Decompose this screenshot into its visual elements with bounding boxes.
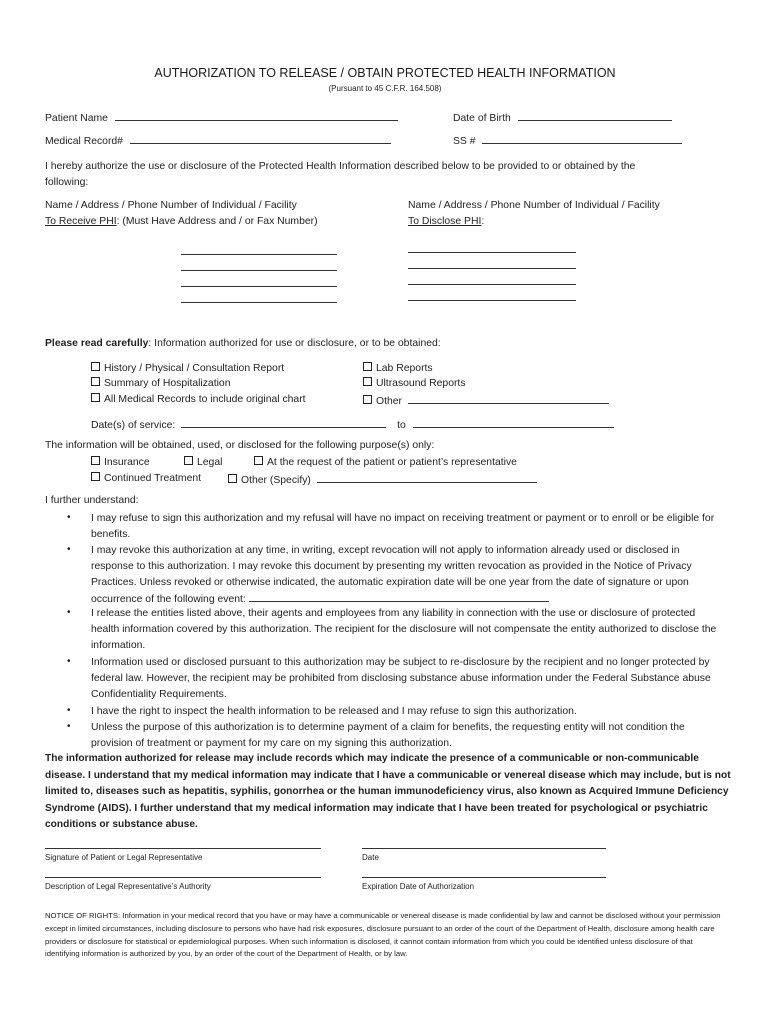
notice-of-rights: NOTICE OF RIGHTS: Information in your medical record that you have or may have a communicable or venereal disease is made confidential by law and cannot be disclosed without your permission except in limited circumstances, including disclosure to persons who have had risk exposures, disclosure pursuant to an order of the court of the Department of Health, disclosure among health care providers or disclosure for statistical or epidemiological purposes. When such information is disclosed, it cannot contain information from which you could be identified unless disclosure of that identifying information is authorized by you, by an order of the court of the Department of Health, or by law. <box>45 911 721 959</box>
medical-record-field[interactable] <box>130 133 391 144</box>
option-lab-label: Lab Reports <box>376 363 433 374</box>
understand-item-2-text: I may revoke this authorization at any time, in writing, except revocation will not apply to information already used or disclosed in response to this authorization. I may revoke this document by presenting my written revocation as provided in the Notice of Privacy Practices. Unless revoked or otherwise indicated, the automatic expiration date will be one year from the date of signature or upon occurrence of the following event: <box>91 545 692 605</box>
checkbox[interactable] <box>91 456 100 465</box>
purpose-insurance[interactable] <box>91 456 150 468</box>
dob-field[interactable] <box>518 110 672 121</box>
option-summary[interactable] <box>91 377 230 389</box>
disclose-subheading <box>408 216 484 227</box>
purpose-legal-label: Legal <box>197 457 223 468</box>
option-history-label: History / Physical / Consultation Report <box>104 363 285 374</box>
understand-item-2 <box>91 543 723 608</box>
intro-line-2: following: <box>45 177 89 188</box>
purpose-other-label: Other (Specify) <box>241 475 311 486</box>
purpose-continued-label: Continued Treatment <box>104 473 202 484</box>
option-summary-label: Summary of Hospitalization <box>104 378 231 389</box>
option-ultrasound-label: Ultrasound Reports <box>376 378 466 389</box>
disclose-line-4[interactable] <box>408 300 576 301</box>
option-ultrasound[interactable] <box>363 377 466 389</box>
purpose-intro: The information will be obtained, used, or disclosed for the following purpose(s) only: <box>45 440 435 451</box>
checkbox[interactable] <box>91 472 100 481</box>
checkbox[interactable] <box>184 456 193 465</box>
patient-name-row <box>45 110 398 124</box>
service-label: Date(s) of service: <box>91 420 176 431</box>
disclose-line-1[interactable] <box>408 252 576 253</box>
intro-line-1: I hereby authorize the use or disclosure of the Protected Health Information described below to be provided to or obtained by the <box>45 161 636 172</box>
understand-item-3: I release the entities listed above, their agents and employees from any liability in connection with the use or disclosure of protected health information covered by this authorization. The recipient for the disclosure will not compensate the entity authorized to disclose the information. <box>91 608 717 651</box>
understand-intro: I further understand: <box>45 495 139 506</box>
option-other-label: Other <box>376 396 402 407</box>
checkbox[interactable] <box>91 393 100 402</box>
medical-record-label: Medical Record# <box>45 136 123 147</box>
receive-line-1[interactable] <box>181 254 337 255</box>
receive-heading: Name / Address / Phone Number of Individual / Facility <box>45 200 297 211</box>
read-carefully <box>45 338 441 349</box>
description-line[interactable] <box>45 877 321 878</box>
understand-item-6: Unless the purpose of this authorization is to determine payment of a claim for benefits, the requesting entity will not condition the provision of treatment or payment for my care on my signing this authorization. <box>91 722 685 749</box>
checkbox[interactable] <box>91 377 100 386</box>
expiration-label: Expiration Date of Authorization <box>362 882 475 891</box>
understand-item-1: I may refuse to sign this authorization and my refusal will have no impact on receiving treatment or payment or to enroll or be eligible for benefits. <box>91 513 715 540</box>
bullet: • <box>67 544 71 555</box>
receive-line-2[interactable] <box>181 270 337 271</box>
medical-record-row <box>45 133 391 147</box>
checkbox[interactable] <box>228 474 237 483</box>
dob-row <box>453 110 672 124</box>
disclose-line-2[interactable] <box>408 268 576 269</box>
bullet: • <box>67 705 71 716</box>
ss-label: SS # <box>453 136 476 147</box>
date-label: Date <box>362 853 379 862</box>
receive-subheading <box>45 216 318 227</box>
purpose-insurance-label: Insurance <box>104 457 150 468</box>
dob-label: Date of Birth <box>453 113 511 124</box>
option-all-records[interactable] <box>91 393 306 405</box>
patient-name-field[interactable] <box>115 110 398 121</box>
receive-phi-note: : (Must Have Address and / or Fax Number) <box>116 216 318 227</box>
ss-field[interactable] <box>482 133 682 144</box>
service-to-label: to <box>397 420 406 431</box>
purpose-continued[interactable] <box>91 472 201 484</box>
option-lab[interactable] <box>363 362 433 374</box>
receive-line-4[interactable] <box>181 302 337 303</box>
disclose-phi-label: To Disclose PHI <box>408 216 482 227</box>
understand-item-4: Information used or disclosed pursuant to this authorization may be subject to re-disclosure by the recipient and no longer protected by federal law. However, the recipient may be prohibited from disclosing substance abuse information under the Federal Substance abuse Confidentiality Requirements. <box>91 657 711 700</box>
checkbox[interactable] <box>363 362 372 371</box>
understand-item-5: I have the right to inspect the health information to be released and I may refuse to sign this authorization. <box>91 706 577 717</box>
expiration-line[interactable] <box>362 877 606 878</box>
checkbox[interactable] <box>363 395 372 404</box>
disclose-phi-colon: : <box>481 216 485 227</box>
signature-line[interactable] <box>45 848 321 849</box>
disease-disclosure-statement: The information authorized for release may include records which may indicate the presence of a communicable or non-communicable disease. I understand that my medical information may indicate that I have a communicable or venereal disease which may include, but is not limited to, diseases such as hepatitis, syphilis, gonorrhea or the human immunodeficiency virus, also known as Acquired Immune Deficiency Syndrome (AIDS). I further understand that my medical information may indicate that I have been treated for psychological or psychiatric conditions or substance abuse. <box>45 753 731 830</box>
service-from-field[interactable] <box>181 417 386 428</box>
disclose-heading: Name / Address / Phone Number of Individual / Facility <box>408 200 660 211</box>
read-carefully-bold: Please read carefully <box>45 338 149 349</box>
purpose-legal[interactable] <box>184 456 222 468</box>
purpose-other[interactable] <box>228 472 537 486</box>
form-subtitle: (Pursuant to 45 C.F.R. 164.508) <box>328 84 442 93</box>
service-to-field[interactable] <box>413 417 614 428</box>
revocation-event-field[interactable] <box>249 591 549 602</box>
patient-name-label: Patient Name <box>45 113 108 124</box>
ss-row <box>453 133 682 147</box>
option-other[interactable] <box>363 393 609 407</box>
option-other-field[interactable] <box>408 393 609 404</box>
purpose-request-label: At the request of the patient or patient’s representative <box>267 457 517 468</box>
checkbox[interactable] <box>363 377 372 386</box>
read-carefully-rest: : Information authorized for use or disclosure, or to be obtained: <box>148 338 441 349</box>
option-history[interactable] <box>91 362 284 374</box>
receive-line-3[interactable] <box>181 286 337 287</box>
disclose-line-3[interactable] <box>408 284 576 285</box>
checkbox[interactable] <box>91 362 100 371</box>
checkbox[interactable] <box>254 456 263 465</box>
bullet: • <box>67 512 71 523</box>
signature-label: Signature of Patient or Legal Representative <box>45 853 203 862</box>
bullet: • <box>67 721 71 732</box>
purpose-request[interactable] <box>254 456 517 468</box>
service-row <box>91 417 614 431</box>
purpose-other-field[interactable] <box>317 472 537 483</box>
form-title: AUTHORIZATION TO RELEASE / OBTAIN PROTECTED HEALTH INFORMATION <box>154 66 616 80</box>
bullet: • <box>67 607 71 618</box>
receive-phi-label: To Receive PHI <box>45 216 117 227</box>
description-label: Description of Legal Representative’s Authority <box>45 882 211 891</box>
date-line[interactable] <box>362 848 606 849</box>
option-all-records-label: All Medical Records to include original chart <box>104 394 306 405</box>
bullet: • <box>67 656 71 667</box>
